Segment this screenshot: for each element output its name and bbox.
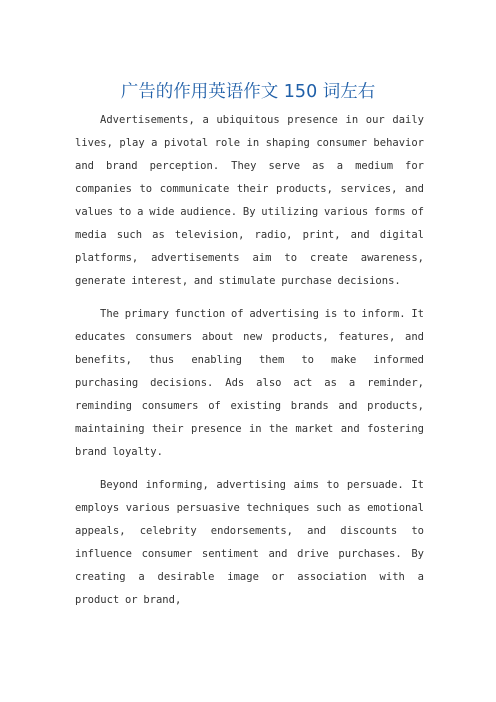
paragraph-1: Advertisements, a ubiquitous presence in our daily lives, play a pivotal role in shaping consumer behavior and brand perception. They serve as a medium for companies to communicate their products, services, and values to a wide audience. By utilizing various forms of media such as television, radio, print, and digital platforms, advertisements aim to create awareness, generate interest, and stimulate purchase decisions.: [75, 114, 424, 287]
document-body: [75, 109, 424, 612]
paragraph-3: Beyond informing, advertising aims to persuade. It employs various persuasive techniques such as emotional appeals, celebrity endorsements, and discounts to influence consumer sentiment and drive purchases. By creating a desirable image or association with a product or brand,: [75, 479, 424, 606]
paragraph-2: The primary function of advertising is to inform. It educates consumers about new products, features, and benefits, thus enabling them to make informed purchasing decisions. Ads also act as a reminder, reminding consumers of existing brands and products, maintaining their presence in the market and fostering brand loyalty.: [75, 308, 424, 458]
document-title: 广告的作用英语作文 150 词左右: [120, 82, 376, 102]
